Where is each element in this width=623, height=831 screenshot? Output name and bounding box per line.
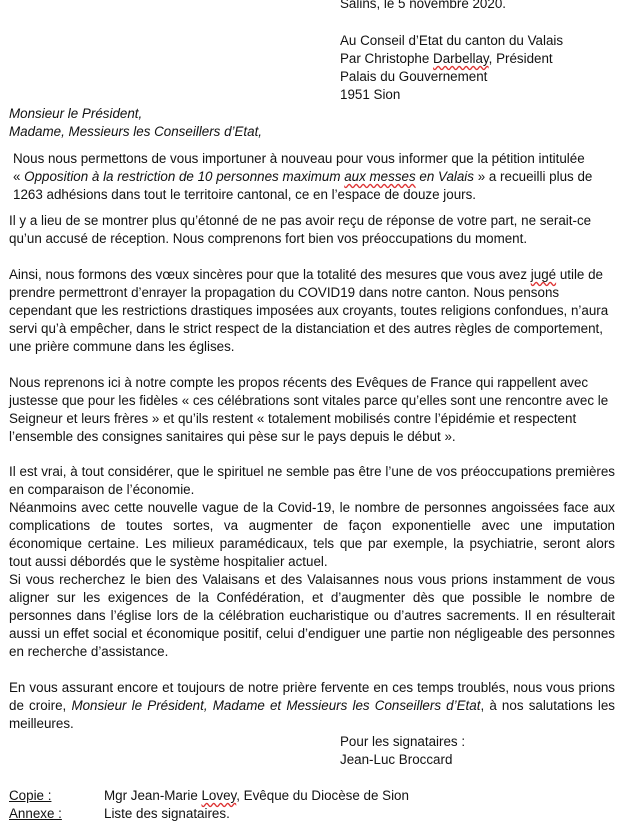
petition-title-part-b: aux messes [344,169,416,184]
bishops-line-4: l’ensemble des consignes sanitaires qui pèse sur le pays depuis le début ». [9,429,456,444]
paragraph-covid-wave: Néanmoins avec cette nouvelle vague de la Covid-19, le nombre de personnes angoissées face aux complications de toutes sortes, va augmenter de façon exponentielle avec une imputation économique certaine. Les milieux paramédicaux, tels que par exemple, la psychiatrie, seront alors tout aussi débordés que le système hospitalier actuel. [9,500,615,569]
recipient-line-2 [340,50,553,68]
bishops-line-1: Nous reprenons ici à notre compte les propos récents des Evêques de France qui rappellent avec [9,375,589,390]
recipient-line-4: 1951 Sion [340,87,401,102]
letter-date: Salins, le 5 novembre 2020. [340,0,506,11]
petition-line-2 [13,168,592,186]
closing-italic-address: Monsieur le Président, Madame et Messieurs les Conseillers d’Etat [71,698,481,713]
petition-line-1: Nous nous permettons de vous importuner à nouveau pour vous informer que la pétition intitulée [13,151,585,166]
quote-open: « [13,169,25,184]
copie-value [104,787,409,805]
copie-prefix: Mgr Jean-Marie [104,788,202,803]
petition-line-3: 1263 adhésions dans tout le territoire cantonal, ce en l’espace de douze jours. [13,187,477,202]
copie-suffix: , Evêque du Diocèse de Sion [236,788,409,803]
recipient-name-spellcheck: Darbellay [433,51,489,66]
recipient-title: , Président [488,51,553,66]
wishes-line-5: une prière commune dans les églises. [9,339,235,354]
copie-name-spellcheck: Lovey [201,788,237,803]
petition-title-part-c: en Valais [415,169,474,184]
no-reply-line-1: Il y a lieu de se montrer plus qu’étonné de ne pas avoir reçu de réponse de votre part, ne serait-ce [9,213,592,228]
paragraph-spiritual: Il est vrai, à tout considérer, que le spirituel ne semble pas être l’une de vos préoccupations premières en comparaison de l’économie. [9,464,615,497]
copie-label: Copie : [9,788,52,803]
wishes-line-2: prendre permettront d’enrayer la propagation du COVID19 dans notre canton. Nous pensons [9,285,560,300]
bishops-line-3: Seigneur et leurs frères » et qu’ils restent « totalement mobilisés contre l’épidémie et respectent [9,411,577,426]
wishes-line-3: cependant que les restrictions drastiques imposées aux croyants, toutes religions confondues, n’aura [9,303,609,318]
petition-title [24,169,474,184]
recipient-line-3: Palais du Gouvernement [340,69,488,84]
wishes-line-1 [9,266,603,284]
wishes-line-1-a: Ainsi, nous formons des vœux sincères pour que la totalité des mesures que vous avez [9,267,531,282]
signature-name: Jean-Luc Broccard [340,752,453,767]
salutation-line-1: Monsieur le Président, [9,106,143,121]
wishes-line-1-c: utile de [556,267,603,282]
no-reply-line-2: qu’un accusé de réception. Nous comprenons fort bien vos préoccupations du moment. [9,231,528,246]
petition-title-part-a: Opposition à la restriction de 10 personnes maximum [24,169,345,184]
recipient-prefix: Par Christophe [340,51,434,66]
closing-text-before: En vous assurant encore et toujours de notre prière fervente en ces temps troublés, nous vous prions de croire, [9,680,615,713]
salutation-line-2: Madame, Messieurs les Conseillers d’Etat, [9,124,263,139]
signature-line-1: Pour les signataires : [340,734,466,749]
paragraph-closing [9,679,615,733]
recipient-line-1: Au Conseil d’Etat du canton du Valais [340,33,564,48]
wishes-spellcheck-word: jugé [530,267,557,282]
annexe-value: Liste des signataires. [104,806,230,821]
closing-text-after: , à nos salutations les meilleures. [9,698,615,731]
petition-line-2-rest: » a recueilli plus de [473,169,593,184]
wishes-line-4: servi qu’à empêcher, dans le strict respect de la distanciation et des autres règles de comportement, [9,321,603,336]
annexe-label: Annexe : [9,806,62,821]
paragraph-request: Si vous recherchez le bien des Valaisans et des Valaisannes nous vous prions instamment de vous aligner sur les exigences de la Confédération, et d’augmenter dès que possible le nombre de personnes dans l’église lors de la célébration eucharistique ou d’autres sacrements. Il en résulterait aussi un effet social et économique positif, celui d’endiguer une partie non négligeable des personnes en recherche d’assistance. [9,572,615,659]
bishops-line-2: justesse que pour les fidèles « ces célébrations sont vitales parce qu’elles sont une rencontre avec le [9,393,609,408]
